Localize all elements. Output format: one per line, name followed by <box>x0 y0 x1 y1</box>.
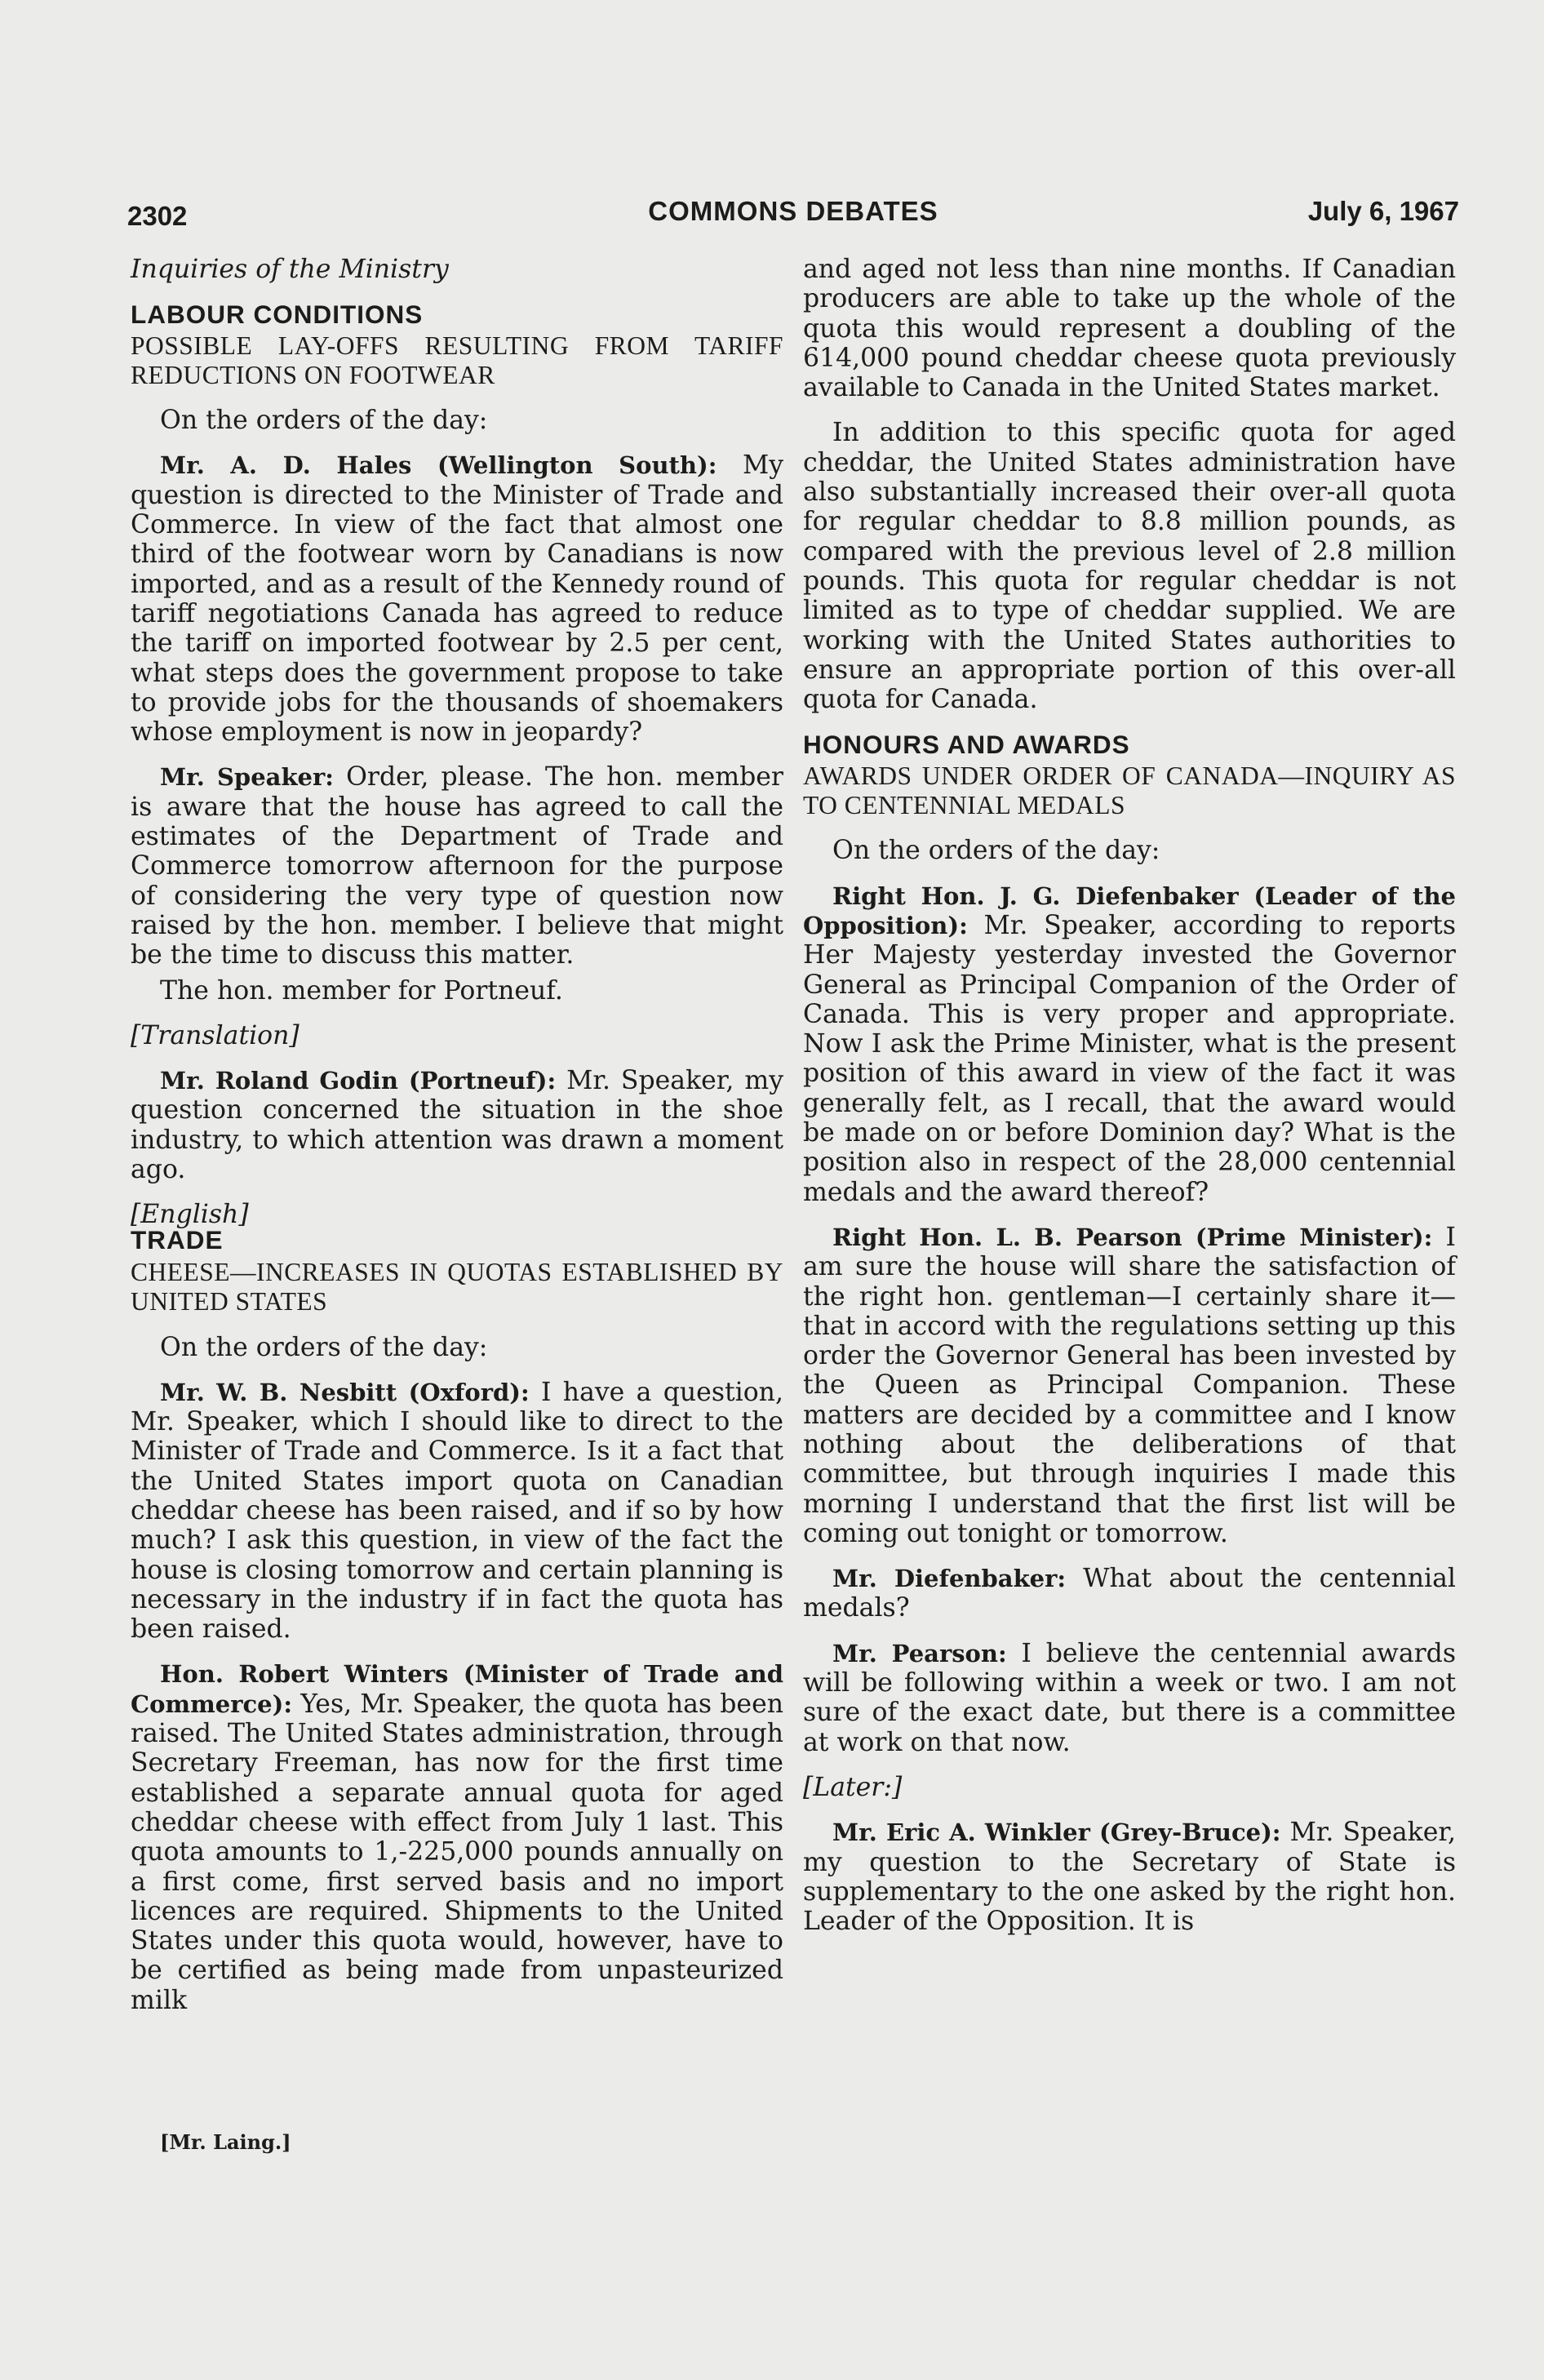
subheading-cheese: CHEESE—INCREASES IN QUOTAS ESTABLISHED BY UNITED STATES <box>131 1257 783 1317</box>
paragraph: Mr. Diefenbaker: What about the centennial medals? <box>803 1564 1456 1623</box>
paragraph: Mr. A. D. Hales (Wellington South): My question is directed to the Minister of Trade and Commerce. In view of the fact that almost one third of the footwear worn by Canadians is now imported, and as a result of the Kennedy round of tariff negotiations Canada has agreed to reduce the tariff on imported footwear by 2.5 per cent, what steps does the government propose to take to provide jobs for the thousands of shoemakers whose employment is now in jeopardy? <box>131 451 783 748</box>
paragraph: Mr. Pearson: I believe the centennial awards will be following within a week or two. I am not sure of the exact date, but there is a committee at work on that now. <box>803 1638 1456 1757</box>
paragraph: Mr. Eric A. Winkler (Grey-Bruce): Mr. Speaker, my question to the Secretary of State is supplementary to the one asked by the right hon. Leader of the Opposition. It is <box>803 1818 1456 1937</box>
subheading-awards: AWARDS UNDER ORDER OF CANADA—INQUIRY AS TO CENTENNIAL MEDALS <box>803 761 1456 820</box>
publication-title: COMMONS DEBATES <box>648 196 938 226</box>
page-header <box>127 196 1459 237</box>
paragraph: The hon. member for Portneuf. <box>160 975 563 1006</box>
speaker-name: Right Hon. L. B. Pearson (Prime Minister): <box>832 1223 1433 1251</box>
issue-date: July 6, 1967 <box>1307 196 1459 226</box>
left-column <box>131 255 783 2031</box>
paragraph: and aged not less than nine months. If Canadian producers are able to take up the whole of the quota this would represent a doubling of the 614,000 pound cheddar cheese quota previously available to Canada in the United States market. <box>803 255 1456 403</box>
speaker-name: Mr. Pearson: <box>832 1639 1007 1667</box>
heading-labour-conditions: LABOUR CONDITIONS <box>131 300 424 330</box>
paragraph: In addition to this specific quota for aged cheddar, the United States administration have also substantially increased their over-all quota for regular cheddar to 8.8 million pounds, as compared with the previous level of 2.8 million pounds. This quota for regular cheddar is not limited as to type of cheddar supplied. We are working with the United States authorities to ensure an appropriate portion of this over-all quota for Canada. <box>803 418 1456 715</box>
speaker-name: Mr. W. B. Nesbitt (Oxford): <box>160 1378 530 1406</box>
subheading-footwear: POSSIBLE LAY-OFFS RESULTING FROM TARIFF REDUCTIONS ON FOOTWEAR <box>131 331 783 389</box>
right-column <box>803 255 1456 1952</box>
paragraph: Mr. Speaker: Order, please. The hon. member is aware that the house has agreed to call the estimates of the Department of Trade and Commerce tomorrow afternoon for the purpose of considering the very type of question now raised by the hon. member. I believe that might be the time to discuss this matter. <box>131 762 783 970</box>
english-tag: [English] <box>131 1200 249 1230</box>
page-number: 2302 <box>127 201 188 231</box>
translation-tag: [Translation] <box>131 1020 299 1050</box>
speaker-name: Mr. Speaker: <box>160 763 334 792</box>
speaker-name: Mr. Roland Godin (Portneuf): <box>160 1067 557 1095</box>
paragraph: On the orders of the day: <box>832 836 1160 866</box>
paragraph: Mr. W. B. Nesbitt (Oxford): I have a question, Mr. Speaker, which I should like to direct to the Minister of Trade and Commerce. Is it a fact that the United States import quota on Canadian cheddar cheese has been raised, and if so by how much? I ask this question, in view of the fact the house is closing tomorrow and certain planning is necessary in the industry if in fact the quota has been raised. <box>131 1377 783 1645</box>
paragraph: On the orders of the day: <box>160 1332 488 1362</box>
heading-trade: TRADE <box>131 1224 224 1254</box>
heading-honours-awards: HONOURS AND AWARDS <box>803 730 1130 760</box>
page-footer: [Mr. Laing.] <box>160 2130 291 2154</box>
speaker-name: Mr. Eric A. Winkler (Grey-Bruce): <box>832 1818 1281 1847</box>
paragraph: On the orders of the day: <box>160 406 488 436</box>
paragraph: Right Hon. L. B. Pearson (Prime Minister): I am sure the house will share the satisfaction of the right hon. gentleman—I certainly share it—that in accord with the regulations setting up this order the Governor General has been invested by the Queen as Principal Companion. These matters are decided by a committee and I know nothing about the deliberations of that committee, but through inquiries I made this morning I understand that the first list will be coming out tonight or tomorrow. <box>803 1222 1456 1548</box>
section-subheading: Inquiries of the Ministry <box>131 255 449 284</box>
speaker-name: Mr. A. D. Hales (Wellington South): <box>160 451 717 480</box>
paragraph: Right Hon. J. G. Diefenbaker (Leader of the Opposition): Mr. Speaker, according to reports Her Majesty yesterday invested the Governor General as Principal Companion of the Order of Canada. This is very proper and appropriate. Now I ask the Prime Minister, what is the present position of this award in view of the fact it was generally felt, as I recall, that the award would be made on or before Dominion day? What is the position also in respect of the 28,000 centennial medals and the award thereof? <box>803 881 1456 1207</box>
speaker-name: Hon. Robert Winters (Minister of Trade and Commerce): <box>131 1660 783 1718</box>
paragraph: Hon. Robert Winters (Minister of Trade and Commerce): Yes, Mr. Speaker, the quota has been raised. The United States administration, through Secretary Freeman, has now for the first time established a separate annual quota for aged cheddar cheese with effect from July 1 last. This quota amounts to 1,-225,000 pounds annually on a first come, first served basis and no import licences are required. Shipments to the United States under this quota would, however, have to be certified as being made from unpasteurized milk <box>131 1660 783 2015</box>
speaker-name: Right Hon. J. G. Diefenbaker (Leader of the Opposition): <box>803 881 1456 939</box>
paragraph: Mr. Roland Godin (Portneuf): Mr. Speaker, my question concerned the situation in the shoe industry, to which attention was drawn a moment ago. <box>131 1066 783 1185</box>
later-tag: [Later:] <box>803 1772 903 1802</box>
speaker-name: Mr. Diefenbaker: <box>832 1565 1067 1593</box>
